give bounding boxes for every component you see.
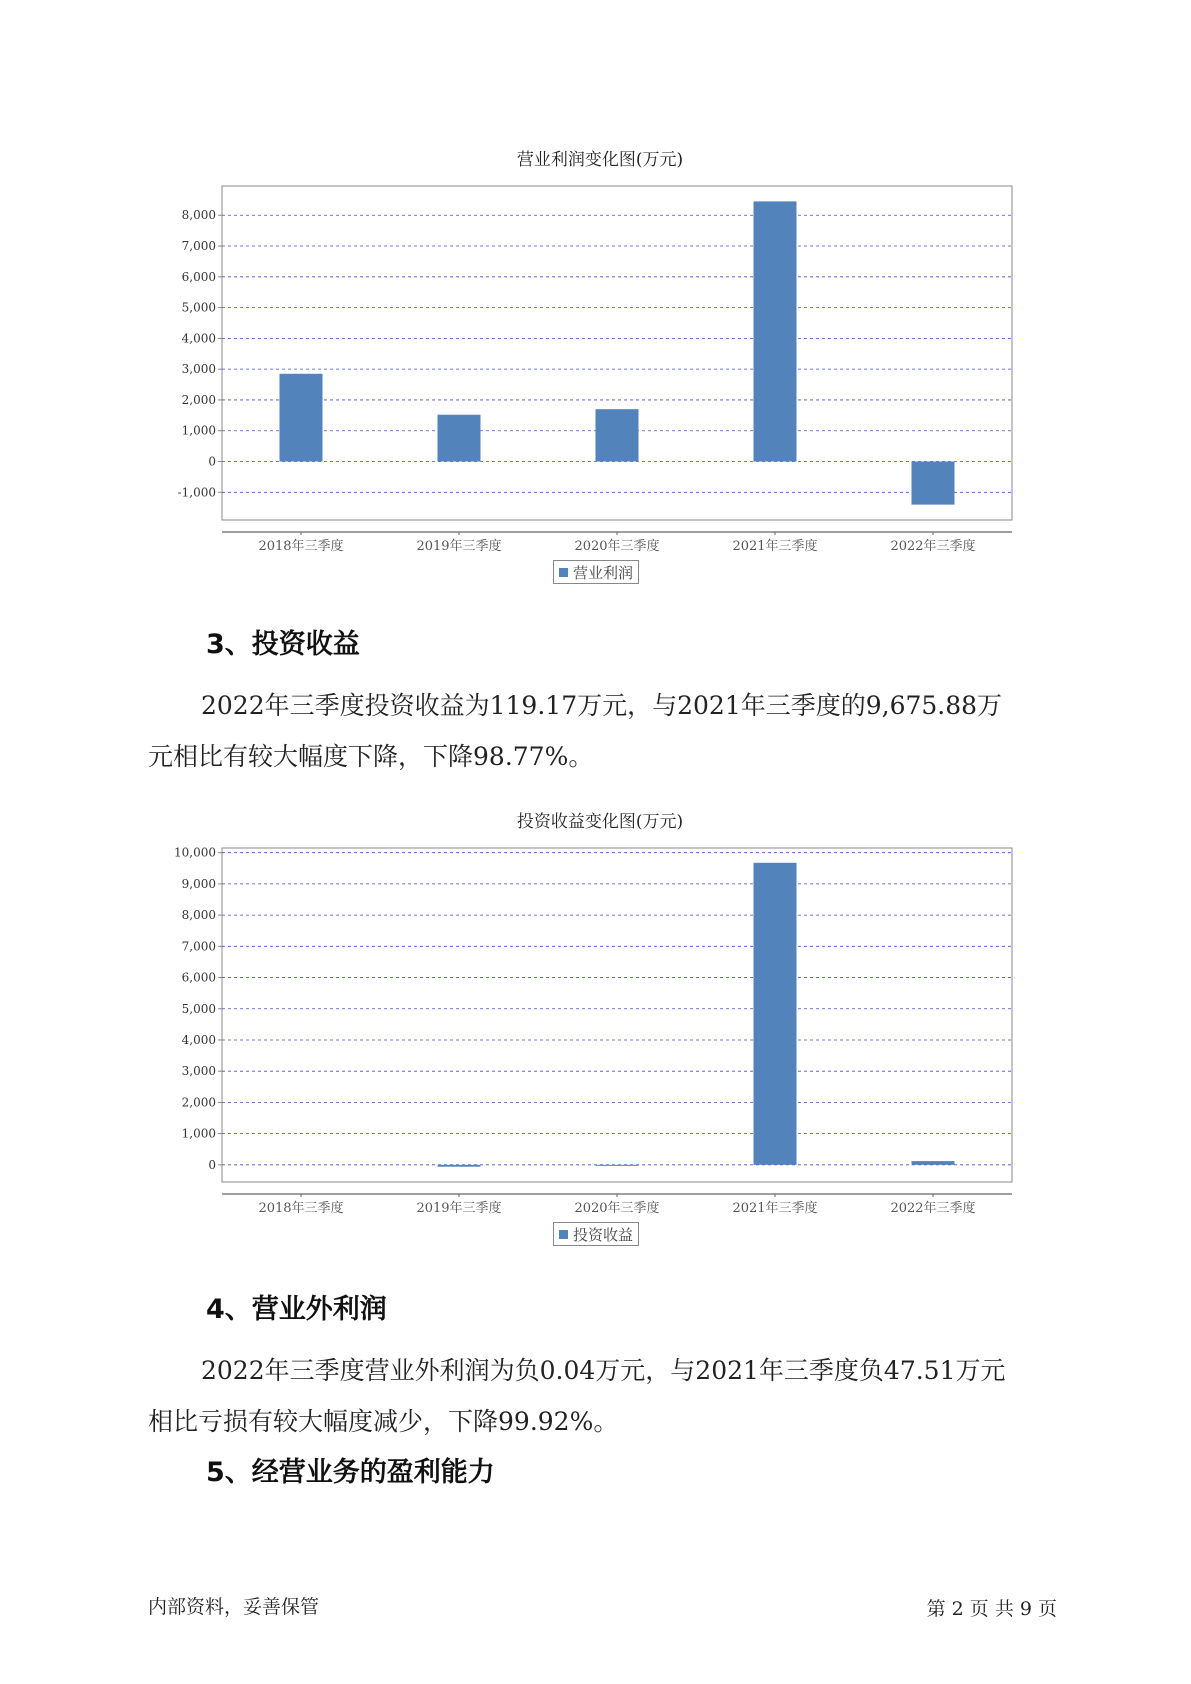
x-tick-label: 2018年三季度: [258, 539, 344, 554]
footer-confidential-note: 内部资料，妥善保管: [148, 1596, 320, 1618]
y-tick-label: 9,000: [181, 876, 216, 891]
section-heading: 5、经营业务的盈利能力: [206, 1457, 495, 1488]
y-tick-label: 2,000: [181, 1095, 216, 1110]
y-tick-label: 1,000: [181, 423, 216, 438]
plot-frame: [222, 186, 1012, 520]
y-tick-label: 7,000: [181, 939, 216, 954]
y-tick-label: 8,000: [181, 208, 216, 223]
paragraph-line: 相比亏损有较大幅度减少，下降99.92%。: [148, 1407, 619, 1436]
chart-legend: [553, 1222, 639, 1246]
section-heading: 4、营业外利润: [206, 1294, 387, 1325]
legend-label: 投资收益: [573, 1225, 634, 1244]
y-tick-label: 5,000: [181, 1001, 216, 1016]
x-tick-label: 2020年三季度: [574, 1201, 660, 1216]
paragraph-line: 2022年三季度投资收益为119.17万元，与2021年三季度的9,675.88万: [201, 691, 1003, 720]
footer-page-number: 第 2 页 共 9 页: [926, 1598, 1057, 1620]
bar: [754, 201, 797, 461]
x-tick-label: 2022年三季度: [890, 539, 976, 554]
bar: [438, 1165, 481, 1167]
legend-swatch: [559, 568, 568, 577]
y-tick-label: 6,000: [181, 970, 216, 985]
paragraph-line: 2022年三季度营业外利润为负0.04万元，与2021年三季度负47.51万元: [201, 1356, 1006, 1385]
bar: [596, 1165, 639, 1166]
investment-income-chart: [0, 832, 1191, 1252]
chart-legend: [553, 560, 639, 584]
legend-label: 营业利润: [573, 563, 634, 582]
x-tick-label: 2019年三季度: [416, 539, 502, 554]
x-tick-label: 2021年三季度: [732, 539, 818, 554]
bar: [754, 863, 797, 1165]
paragraph: [148, 1345, 1068, 1447]
paragraph-line: 元相比有较大幅度下降，下降98.77%。: [148, 742, 594, 771]
y-tick-label: 0: [208, 1157, 216, 1172]
y-tick-label: 1,000: [181, 1126, 216, 1141]
y-tick-label: 6,000: [181, 269, 216, 284]
plot-frame: [222, 848, 1012, 1182]
bar: [912, 462, 955, 505]
paragraph: [148, 680, 1068, 782]
x-tick-label: 2019年三季度: [416, 1201, 502, 1216]
y-tick-label: 10,000: [174, 845, 216, 860]
y-tick-label: -1,000: [177, 485, 216, 500]
y-tick-label: 7,000: [181, 239, 216, 254]
chart-title: 营业利润变化图(万元): [516, 150, 684, 170]
x-tick-label: 2020年三季度: [574, 539, 660, 554]
bar: [280, 374, 323, 462]
bar: [596, 409, 639, 461]
section-heading: 3、投资收益: [206, 629, 360, 660]
operating-profit-chart: [0, 170, 1191, 590]
y-tick-label: 4,000: [181, 331, 216, 346]
y-tick-label: 3,000: [181, 362, 216, 377]
y-tick-label: 0: [208, 454, 216, 469]
y-tick-label: 8,000: [181, 908, 216, 923]
y-tick-label: 5,000: [181, 300, 216, 315]
bar: [438, 415, 481, 462]
x-tick-label: 2022年三季度: [890, 1201, 976, 1216]
x-tick-label: 2021年三季度: [732, 1201, 818, 1216]
y-tick-label: 3,000: [181, 1064, 216, 1079]
y-tick-label: 2,000: [181, 392, 216, 407]
x-tick-label: 2018年三季度: [258, 1201, 344, 1216]
bar: [912, 1161, 955, 1165]
y-tick-label: 4,000: [181, 1032, 216, 1047]
legend-swatch: [559, 1230, 568, 1239]
chart-title: 投资收益变化图(万元): [516, 812, 684, 832]
